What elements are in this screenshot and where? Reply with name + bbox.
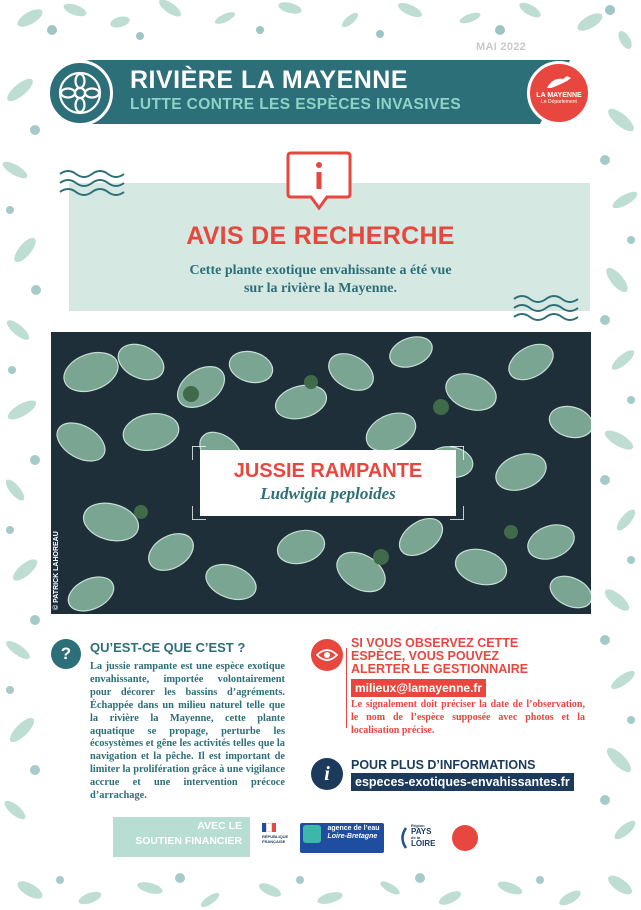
info-speech-bubble-icon — [285, 150, 353, 214]
foliage-border-bottom — [0, 860, 641, 910]
foliage-border-top — [0, 0, 641, 60]
soutien-line1: AVEC LE — [197, 820, 242, 832]
agence-line1: agence de l’eau — [327, 825, 380, 832]
avis-title: AVIS DE RECHERCHE — [186, 222, 455, 250]
pays-loire-mark-icon — [397, 827, 409, 849]
department-logo-small — [452, 825, 478, 851]
dept-logo-sub: Le Département — [541, 98, 577, 105]
question-text: La jussie rampante est une espèce exotique envahissante, importée volontairement pour décorer les bassins d’agréments. Échappée dans un milieu naturel telle que la rivière la Mayenne, cette plante aquatique se propage, perturbe les écosystèmes et gêne les activités telles que la navigation et la pêche. Il est important de limiter la prolifération grâce à une vigilance accrue et une intervention précoce d’arrachage. — [90, 661, 285, 802]
photo-credit: © PATRICK LAHOREAU — [53, 531, 60, 610]
agence-de-leau-logo — [300, 823, 384, 853]
alert-text: Le signalement doit préciser la date de l’observation, le nom de l’espèce supposée avec photos et la localisation précise. — [351, 699, 585, 736]
alert-title-line1: SI VOUS OBSERVEZ CETTE — [351, 636, 519, 650]
avis-text — [0, 262, 641, 298]
republique-francaise-logo — [262, 823, 296, 853]
pays-line2: PAYS — [411, 827, 432, 836]
question-title: QU’EST-CE QUE C’EST ? — [90, 640, 246, 655]
pays-de-la-loire-logo — [397, 823, 443, 853]
financial-support-label — [113, 817, 250, 857]
plant-name: JUSSIE RAMPANTE — [233, 460, 423, 482]
page-subtitle: LUTTE CONTRE LES ESPÈCES INVASIVES — [130, 96, 462, 113]
contact-email-link[interactable]: milieux@lamayenne.fr — [351, 679, 486, 697]
alert-title-line2: ESPÈCE, VOUS POUVEZ — [351, 649, 499, 664]
soutien-line2: SOUTIEN FINANCIER — [135, 835, 242, 847]
foliage-border-right — [593, 60, 641, 850]
pays-line4: LOIRE — [411, 839, 436, 848]
avis-text-line1: Cette plante exotique envahissante a été vue — [189, 263, 452, 278]
flower-logo-icon — [47, 60, 113, 126]
publication-date: MAI 2022 — [476, 41, 527, 53]
pays-line3: de la — [411, 835, 421, 840]
question-mark-icon: ? — [51, 639, 81, 669]
alert-divider — [346, 648, 347, 728]
eye-icon — [311, 639, 343, 671]
horse-icon — [545, 74, 573, 90]
foliage-border-left — [0, 60, 50, 850]
alert-title-line3: ALERTER LE GESTIONNAIRE — [351, 662, 529, 677]
avis-text-line2: sur la rivière la Mayenne. — [243, 281, 398, 296]
alert-title — [351, 637, 591, 677]
page-title: RIVIÈRE LA MAYENNE — [130, 66, 409, 94]
dept-logo-name: LA MAYENNE — [536, 91, 582, 99]
plant-latin-name: Ludwigia peploides — [260, 484, 396, 503]
department-logo — [527, 61, 591, 125]
info-icon: i — [311, 758, 343, 790]
wave-decoration-left — [58, 168, 134, 198]
plant-caption-box — [200, 450, 456, 516]
info-website-link[interactable]: especes-exotiques-envahissantes.fr — [351, 773, 574, 791]
agence-mark-icon — [303, 825, 321, 843]
pays-line1: Région — [411, 823, 425, 828]
info-title: POUR PLUS D’INFORMATIONS — [351, 758, 536, 772]
rf-label: RÉPUBLIQUE FRANÇAISE — [262, 834, 289, 844]
agence-line2: Loire-Bretagne — [327, 833, 378, 840]
